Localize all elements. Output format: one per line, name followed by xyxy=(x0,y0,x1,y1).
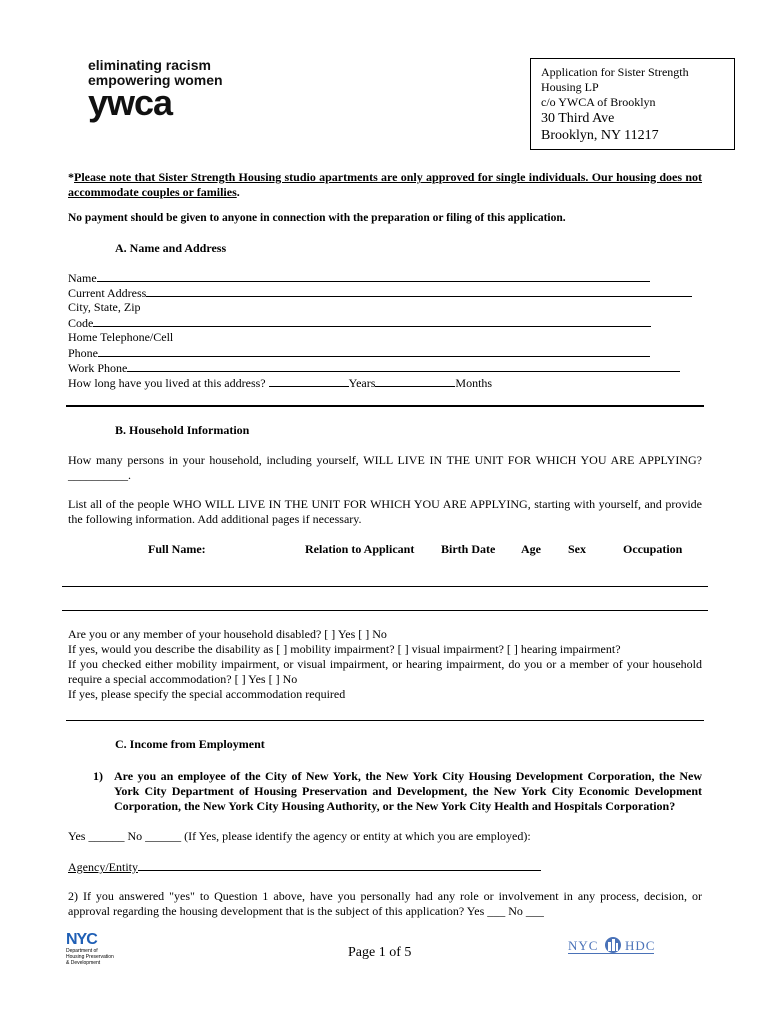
q1-number: 1) xyxy=(93,769,103,783)
name-field[interactable] xyxy=(68,270,650,286)
hdc-left-text: NYC xyxy=(568,938,599,953)
skyline-icon xyxy=(602,936,624,954)
hpd-line-1: Department of xyxy=(66,948,98,954)
code-line[interactable] xyxy=(93,315,651,327)
work-phone-label: Work Phone xyxy=(68,361,128,375)
notice-asterisk: * xyxy=(68,170,74,184)
nyc-hdc-logo xyxy=(568,936,658,958)
hpd-line-2: Housing Preservation xyxy=(66,954,114,960)
current-address-label: Current Address xyxy=(68,286,147,300)
address-line-1: Application for Sister Strength xyxy=(541,65,689,79)
phone-field[interactable] xyxy=(68,345,650,361)
agency-entity-field[interactable] xyxy=(68,859,541,875)
q1-text: Are you an employee of the City of New York, the New York City Housing Development Corporation, the New York City Department of Housing Preservation and Development, the New York City Economic Development Corporation, the New York City Housing Authority, or the New York City Health and Hospitals Corporation? xyxy=(114,769,702,813)
name-label: Name xyxy=(68,271,97,285)
logo-brand: ywca xyxy=(88,82,173,123)
ywca-logo xyxy=(88,57,223,123)
col-occupation: Occupation xyxy=(623,542,683,556)
q1-answer[interactable]: Yes ______ No ______ (If Yes, please identify the agency or entity at which you are employed): xyxy=(68,829,531,843)
months-line[interactable] xyxy=(375,375,455,387)
accommodation-line[interactable] xyxy=(66,720,704,721)
section-divider-thick xyxy=(66,405,704,407)
payment-notice: No payment should be given to anyone in connection with the preparation or filing of this application. xyxy=(68,212,566,224)
address-line-2: Housing LP xyxy=(541,80,599,94)
nyc-hpd-logo xyxy=(66,932,122,966)
code-label: Code xyxy=(68,316,94,330)
household-size-question: How many persons in your household, including yourself, WILL LIVE IN THE UNIT FOR WHICH YOU ARE APPLYING? __________. xyxy=(68,453,702,482)
phone-label: Phone xyxy=(68,346,98,360)
address-line-3: c/o YWCA of Brooklyn xyxy=(541,95,656,109)
col-birth-date: Birth Date xyxy=(441,542,496,556)
logo-tagline-2: empowering women xyxy=(88,72,223,88)
work-phone-field[interactable] xyxy=(68,360,680,376)
section-b-heading: B. Household Information xyxy=(115,423,250,437)
logo-tagline-1: eliminating racism xyxy=(88,57,211,73)
how-long-label: How long have you lived at this address? xyxy=(68,376,266,390)
col-full-name: Full Name: xyxy=(148,542,206,556)
home-telephone-label: Home Telephone/Cell xyxy=(68,330,174,344)
residence-duration-field[interactable] xyxy=(68,375,492,391)
notice-text: Please note that Sister Strength Housing studio apartments are only approved for single individuals. Our housing does not accommodate couples or families xyxy=(68,170,702,199)
section-a-heading: A. Name and Address xyxy=(115,241,227,255)
agency-entity-line[interactable] xyxy=(138,859,541,871)
disabled-question: Are you or any member of your household disabled? [ ] Yes [ ] No xyxy=(68,627,387,641)
col-relation: Relation to Applicant xyxy=(305,542,415,556)
months-label: Months xyxy=(455,376,493,390)
hdc-right-text: HDC xyxy=(625,938,656,953)
phone-line[interactable] xyxy=(98,345,650,357)
notice-period: . xyxy=(236,185,240,199)
accommodation-specify: If yes, please specify the special accommodation required xyxy=(68,687,346,701)
col-age: Age xyxy=(521,542,541,556)
city-state-zip-label: City, State, Zip xyxy=(68,300,141,314)
address-line-4: 30 Third Ave xyxy=(541,111,615,126)
household-row-line[interactable] xyxy=(62,610,708,611)
address-line-5: Brooklyn, NY 11217 xyxy=(541,128,659,143)
name-line[interactable] xyxy=(97,270,650,282)
section-c-heading: C. Income from Employment xyxy=(115,737,265,751)
work-phone-line[interactable] xyxy=(127,360,680,372)
page-number: Page 1 of 5 xyxy=(348,945,412,960)
single-occupancy-notice xyxy=(68,170,702,200)
current-address-line[interactable] xyxy=(146,285,692,297)
nyc-logo-text: NYC xyxy=(66,931,97,948)
hdc-underline xyxy=(568,953,654,954)
agency-entity-label: Agency/Entity xyxy=(68,860,138,874)
current-address-field[interactable] xyxy=(68,285,692,301)
years-line[interactable] xyxy=(269,375,349,387)
hpd-line-3: & Development xyxy=(66,960,101,966)
code-field[interactable] xyxy=(68,315,651,331)
address-box xyxy=(530,58,735,150)
years-label: Years xyxy=(348,376,376,390)
household-row-line[interactable] xyxy=(62,586,708,587)
disability-description: If yes, would you describe the disability as [ ] mobility impairment? [ ] visual impairment? [ ] hearing impairment? xyxy=(68,642,621,656)
household-list-instructions: List all of the people WHO WILL LIVE IN THE UNIT FOR WHICH YOU ARE APPLYING, starting with yourself, and provide the following information. Add additional pages if necessary. xyxy=(68,497,702,526)
col-sex: Sex xyxy=(568,542,586,556)
accommodation-question: If you checked either mobility impairment, or visual impairment, or hearing impairment, do you or a member of your household require a special accommodation? [ ] Yes [ ] No xyxy=(68,657,702,686)
q2-text: 2) If you answered "yes" to Question 1 above, have you personally had any role or involvement in any process, decision, or approval regarding the housing development that is the subject of this application? Yes ___ No ___ xyxy=(68,889,702,918)
